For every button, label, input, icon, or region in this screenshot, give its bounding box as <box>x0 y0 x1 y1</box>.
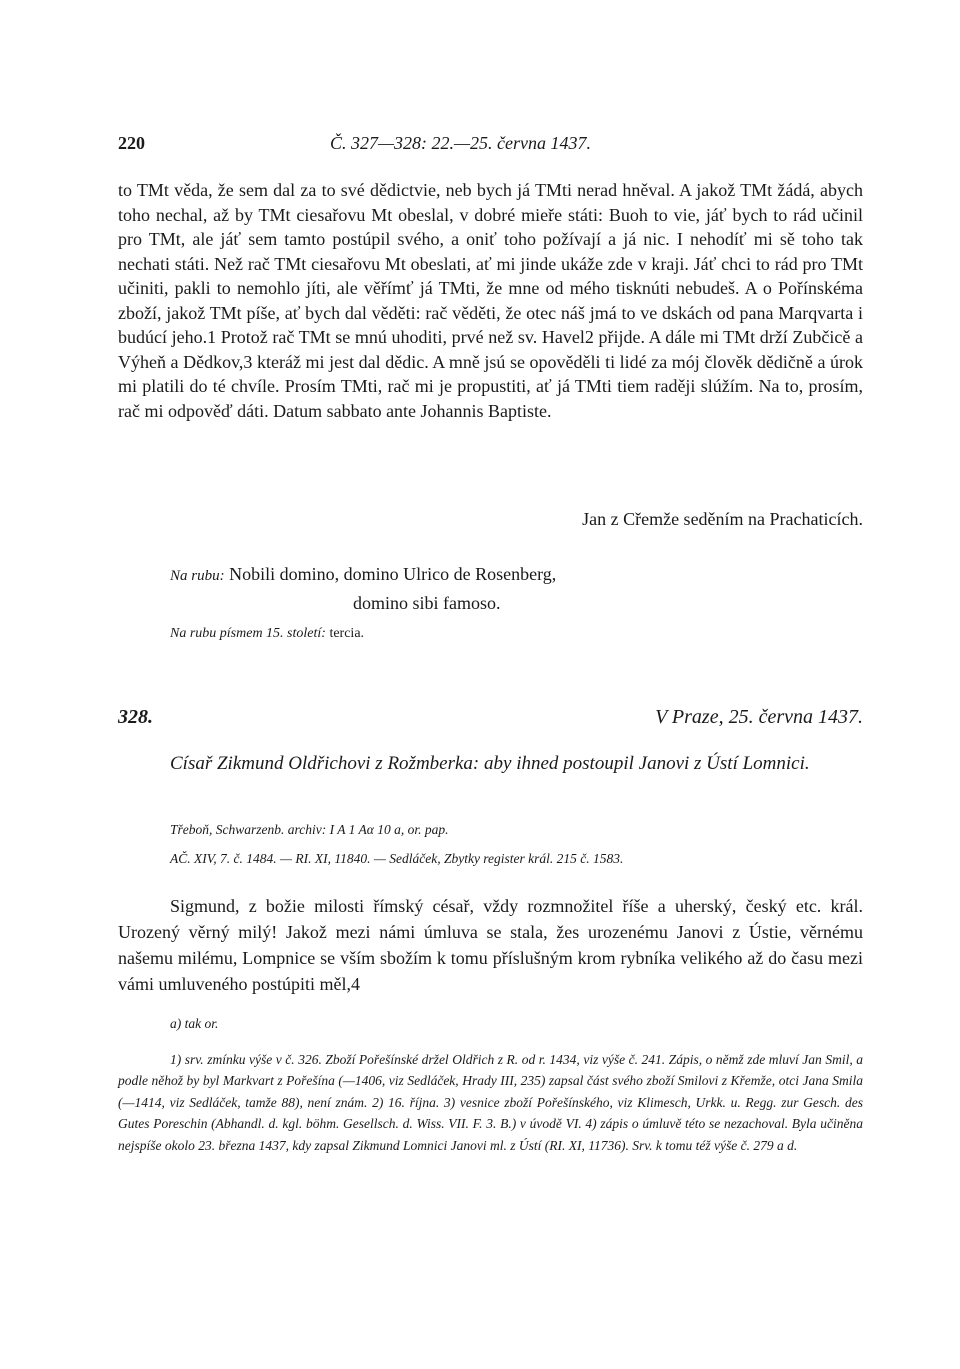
running-title: Č. 327—328: 22.—25. června 1437. <box>330 133 591 153</box>
page-header <box>118 133 863 159</box>
address-line-1-text: Nobili domino, domino Ulrico de Rosenberg, <box>229 564 557 584</box>
later-hand-label: Na rubu písmem 15. století: <box>170 626 326 641</box>
source-archive: Třeboň, Schwarzenb. archiv: I A 1 Aα 10 a, or. pap. <box>170 822 449 837</box>
entry-number: 328. <box>118 706 153 728</box>
entry-328-text: Sigmund, z božie milosti římský césař, vždy rozmnožitel říše a uherský, český etc. král. Urozený věrný milý! Jakož mezi námi úmluva se stala, žes urozenému Janovi z Ústie, věrnému našemu milému, Lompnice se vším sbožím k tomu příslušným krom rybníka velikého až do času mezi vámi umluveného postúpiti měl,4 <box>118 896 863 994</box>
address-line-1 <box>170 561 556 590</box>
letter-327-text: to TMt věda, že sem dal za to své dědictvie, neb bych já TMti nerad hněval. A jakož TMt žádá, abych toho nechal, až by TMt ciesařovu Mt obeslal, v dobré mieře státi: Buoh to vie, jáť bych to rád učinil pro TMt, ale jáť sem tamto postúpil svého, a oniť toho požívají a já nic. I nehodíť mi sě toho tak nechati státi. Než rač TMt ciesařovu Mt obeslati, ať mi jinde ukáže zde v kraji. Jáť chci to rád pro TMt učiniti, pakli to nemohlo jíti, ale věřímť já TMti, že mne od mého tisknúti nebudeš. A o Pořínskéma zboží, jakož TMt píše, ať bych dal věděti: rač věděti, že otec náš jmá to ve dskách od pana Marqvarta i budúcí jeho.1 Protož rač TMt se mnú uhoditi, prvé než sv. Havel2 přijde. A dále mi TMt drží Zubčicě a Výheň a Dědkov,3 kteráž mi jest dal dědic. A mně jsú se opověděli ti lidé za mój člověk dědičně a úrok mi platili do té chvíle. Prosím TMti, rač mi je propustiti, ať já TMti tiem raději slúžím. Na to, prosím, rač mi odpověď dáti. Datum sabbato ante Johannis Baptiste. <box>118 180 863 421</box>
footnotes <box>118 1013 863 1156</box>
address-line-2: domino sibi famoso. <box>353 593 501 613</box>
letter-327-body <box>118 178 863 423</box>
entry-328-regest: Císař Zikmund Oldřichovi z Rožmberka: aby ihned postoupil Janovi z Ústí Lomnici. <box>170 753 810 774</box>
footnotes-numbered: 1) srv. zmínku výše v č. 326. Zboží Pořešínské držel Oldřich z R. od r. 1434, viz výše č. 241. Zápis, o němž zde mluví Jan Smil, a podle něhož by byl Markvart z Pořešína (—1406, viz Sedláček, Hrady III, 235) zapsal část svého zboží Smilovi z Křemže, otci Jana Smila (—1414, viz Sedláček, tamže 88), není znám. 2) 16. října. 3) vesnice zboží Pořešínského, viz Klimesch, Urkk. u. Regg. zur Gesch. des Gutes Poreschin (Abhandl. d. kgl. böhm. Gesellsch. d. Wiss. VII. F. 3. B.) v úvodě VI. 4) zápis o úmluvě této se nezachoval. Byla učiněna nejspíše okolo 23. března 1437, kdy zapsal Zikmund Lomnici Janovi ml. z Ústí (RI. XI, 11736). Srv. k tomu též výše č. 279 a d. <box>118 1051 863 1153</box>
entry-328-heading <box>118 706 863 734</box>
source-editions: AČ. XIV, 7. č. 1484. — RI. XI, 11840. — Sedláček, Zbytky register král. 215 č. 1583. <box>170 851 624 866</box>
letter-327-address <box>170 561 556 617</box>
later-hand-note <box>170 626 364 642</box>
letter-327-signature: Jan z Cřemže seděním na Prachaticích. <box>582 509 863 529</box>
page-number: 220 <box>118 133 145 153</box>
footnote-a: a) tak or. <box>170 1016 219 1031</box>
address-label: Na rubu: <box>170 568 225 584</box>
later-hand-text: tercia. <box>329 626 365 641</box>
entry-place-date: V Praze, 25. června 1437. <box>655 706 863 728</box>
